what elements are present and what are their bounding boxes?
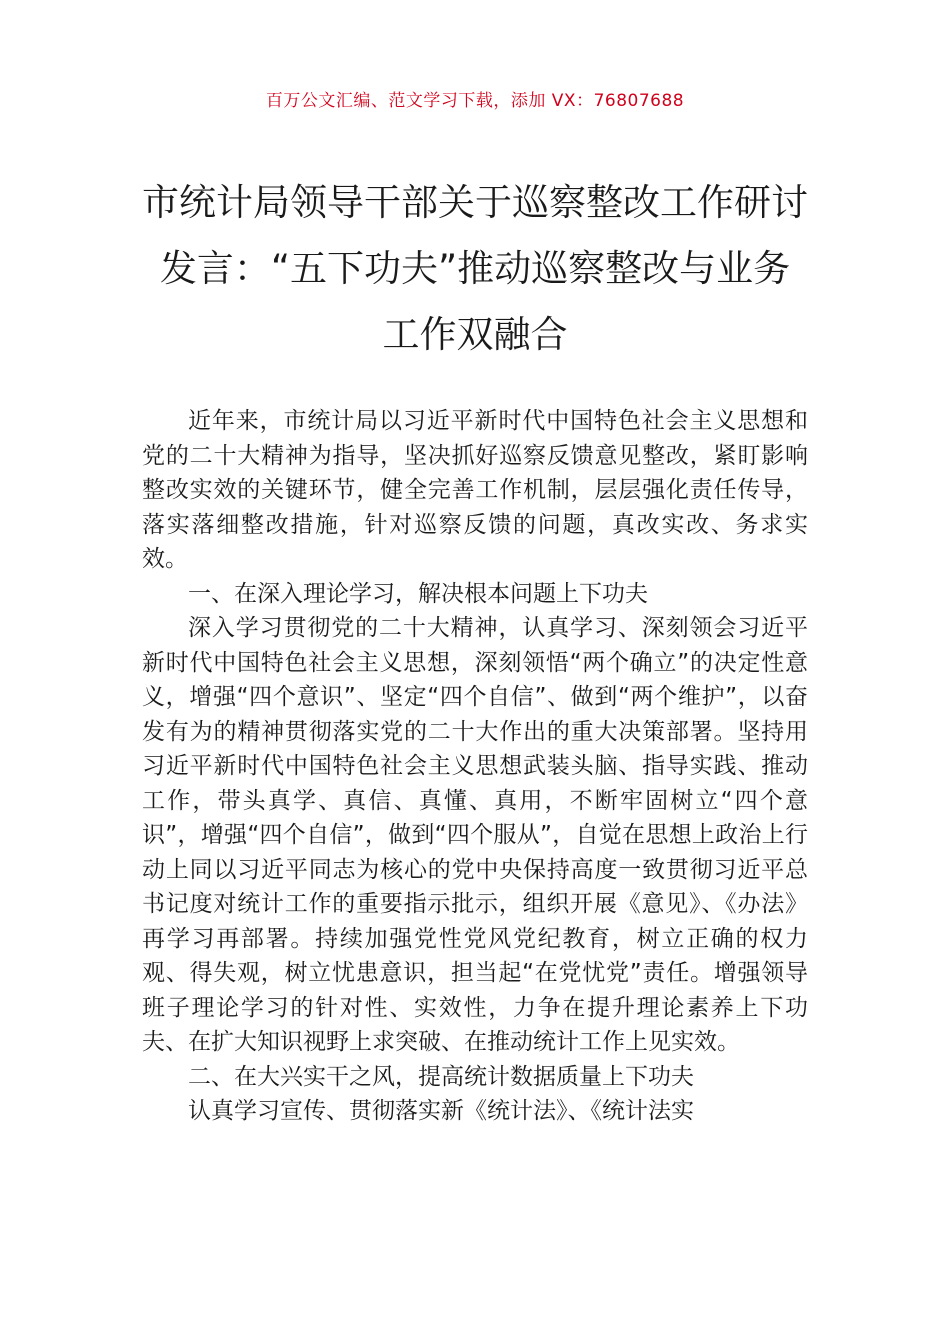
document-body xyxy=(142,404,808,1129)
document-title xyxy=(140,170,810,368)
section-2-paragraph: 认真学习宣传、贯彻落实新《统计法》、《统计法实 xyxy=(188,1098,694,1124)
title-line: 工作双融合 xyxy=(382,313,568,356)
title-line: 市统计局领导干部关于巡察整改工作研讨 xyxy=(142,181,808,224)
intro-paragraph: 近年来，市统计局以习近平新时代中国特色社会主义思想和党的二十大精神为指导，坚决抓好巡察反馈意见整改，紧盯影响整改实效的关键环节，健全完善工作机制，层层强化责任传导，落实落细整改措施，针对巡察反馈的问题，真改实改、务求实效。 xyxy=(142,408,808,572)
title-line: 发言：“五下功夫”推动巡察整改与业务 xyxy=(159,247,791,290)
section-1-paragraph: 深入学习贯彻党的二十大精神，认真学习、深刻领会习近平新时代中国特色社会主义思想，深刻领悟“两个确立”的决定性意义，增强“四个意识”、坚定“四个自信”、做到“两个维护”，以奋发有为的精神贯彻落实党的二十大作出的重大决策部署。坚持用习近平新时代中国特色社会主义思想武装头脑、指导实践、推动工作，带头真学、真信、真懂、真用，不断牢固树立“四个意识”，增强“四个自信”，做到“四个服从”，自觉在思想上政治上行动上同以习近平同志为核心的党中央保持高度一致贯彻习近平总书记度对统计工作的重要指示批示，组织开展《意见》、《办法》再学习再部署。持续加强党性党风党纪教育，树立正确的权力观、得失观，树立忧患意识，担当起“在党忧党”责任。增强领导班子理论学习的针对性、实效性，力争在提升理论素养上下功夫、在扩大知识视野上求突破、在推动统计工作上见实效。 xyxy=(142,615,808,1055)
watermark-header: 百万公文汇编、范文学习下载，添加 VX：76807688 xyxy=(265,91,685,111)
section-heading-2: 二、在大兴实干之风，提高统计数据质量上下功夫 xyxy=(188,1063,694,1090)
section-heading-1: 一、在深入理论学习，解决根本问题上下功夫 xyxy=(188,580,648,607)
